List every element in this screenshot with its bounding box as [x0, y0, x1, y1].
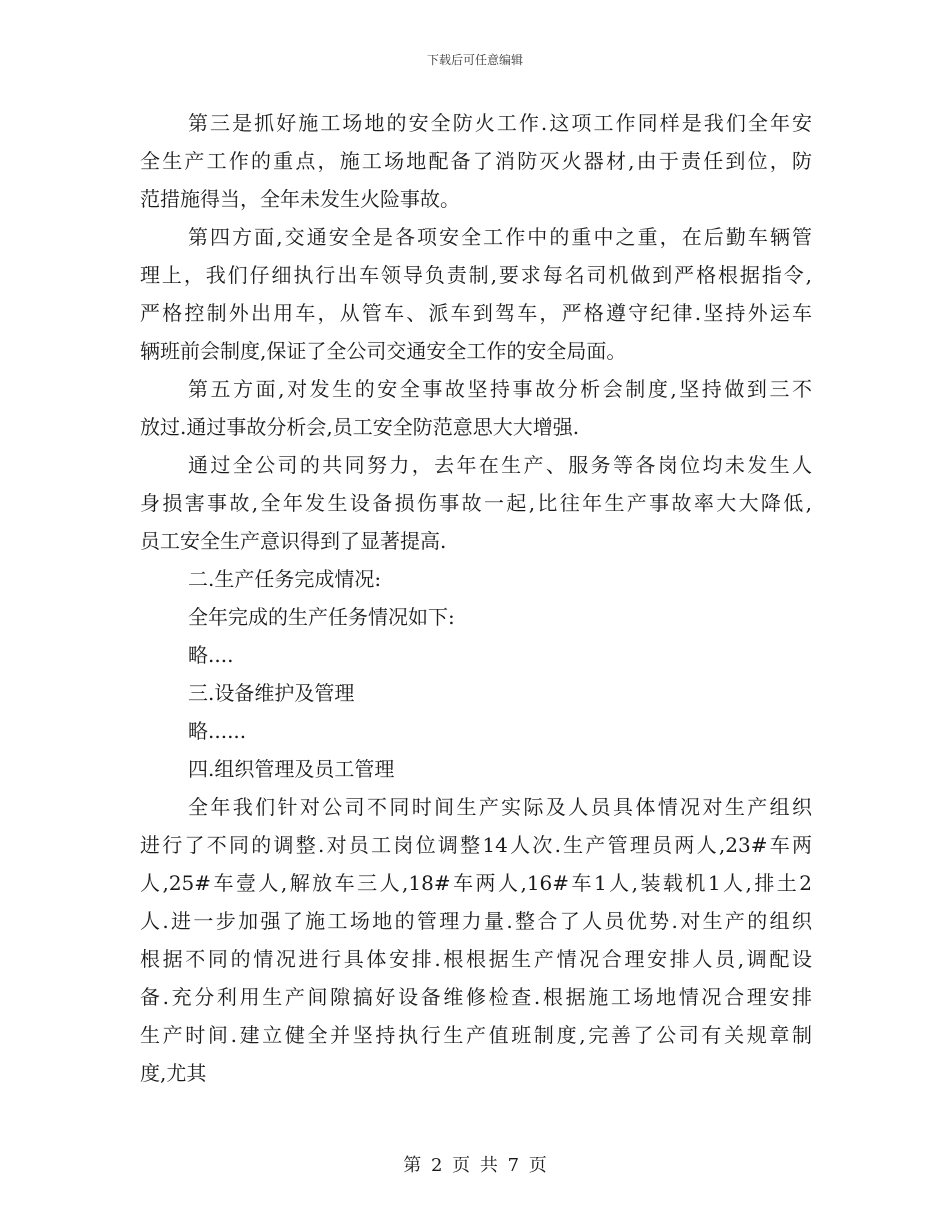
section-heading: 二.生产任务完成情况: — [188, 567, 382, 591]
text-line: 略...... — [188, 719, 247, 743]
text-line: 度,尤其 — [140, 1061, 207, 1085]
text-line: 范措施得当，全年未发生火险事故。 — [140, 187, 460, 211]
text-line: 通过全公司的共同努力，去年在生产、服务等各岗位均未发生人 — [188, 453, 812, 477]
text-line: 全年完成的生产任务情况如下: — [188, 605, 455, 629]
section-heading: 三.设备维护及管理 — [188, 681, 355, 705]
text-line: 身损害事故,全年发生设备损伤事故一起,比往年生产事故率大大降低, — [140, 491, 812, 515]
text-line: 第五方面,对发生的安全事故坚持事故分析会制度,坚持做到三不 — [188, 377, 812, 401]
page-header-note: 下载后可任意编辑 — [426, 53, 523, 67]
text-line: 员工安全生产意识得到了显著提高. — [140, 529, 447, 553]
text-line: 略.... — [188, 643, 234, 667]
text-line: 辆班前会制度,保证了全公司交通安全工作的安全局面。 — [140, 339, 627, 363]
text-line: 生产时间.建立健全并坚持执行生产值班制度,完善了公司有关规章制 — [140, 1023, 812, 1047]
text-line: 备.充分利用生产间隙搞好设备维修检查.根据施工场地情况合理安排 — [140, 985, 812, 1009]
text-line: 严格控制外出用车，从管车、派车到驾车，严格遵守纪律.坚持外运车 — [140, 301, 812, 325]
text-line: 第三是抓好施工场地的安全防火工作.这项工作同样是我们全年安 — [188, 111, 812, 135]
text-line: 放过.通过事故分析会,员工安全防范意思大大增强. — [140, 415, 580, 439]
text-line: 第四方面,交通安全是各项安全工作中的重中之重，在后勤车辆管 — [188, 225, 812, 249]
text-line: 人,25#车壹人,解放车三人,18#车两人,16#车1人,装载机1人,排土2 — [140, 871, 812, 895]
page-number: 第 2 页 共 7 页 — [403, 1155, 547, 1176]
text-line: 进行了不同的调整.对员工岗位调整14人次.生产管理员两人,23#车两 — [140, 833, 812, 857]
text-line: 根据不同的情况进行具体安排.根根据生产情况合理安排人员,调配设 — [140, 947, 812, 971]
section-heading: 四.组织管理及员工管理 — [188, 757, 395, 781]
text-line: 全年我们针对公司不同时间生产实际及人员具体情况对生产组织 — [188, 795, 812, 819]
text-line: 全生产工作的重点，施工场地配备了消防灭火器材,由于责任到位，防 — [140, 149, 812, 173]
text-line: 人.进一步加强了施工场地的管理力量.整合了人员优势.对生产的组织 — [140, 909, 812, 933]
text-line: 理上，我们仔细执行出车领导负责制,要求每名司机做到严格根据指令, — [140, 263, 812, 287]
document-body — [140, 104, 812, 1092]
